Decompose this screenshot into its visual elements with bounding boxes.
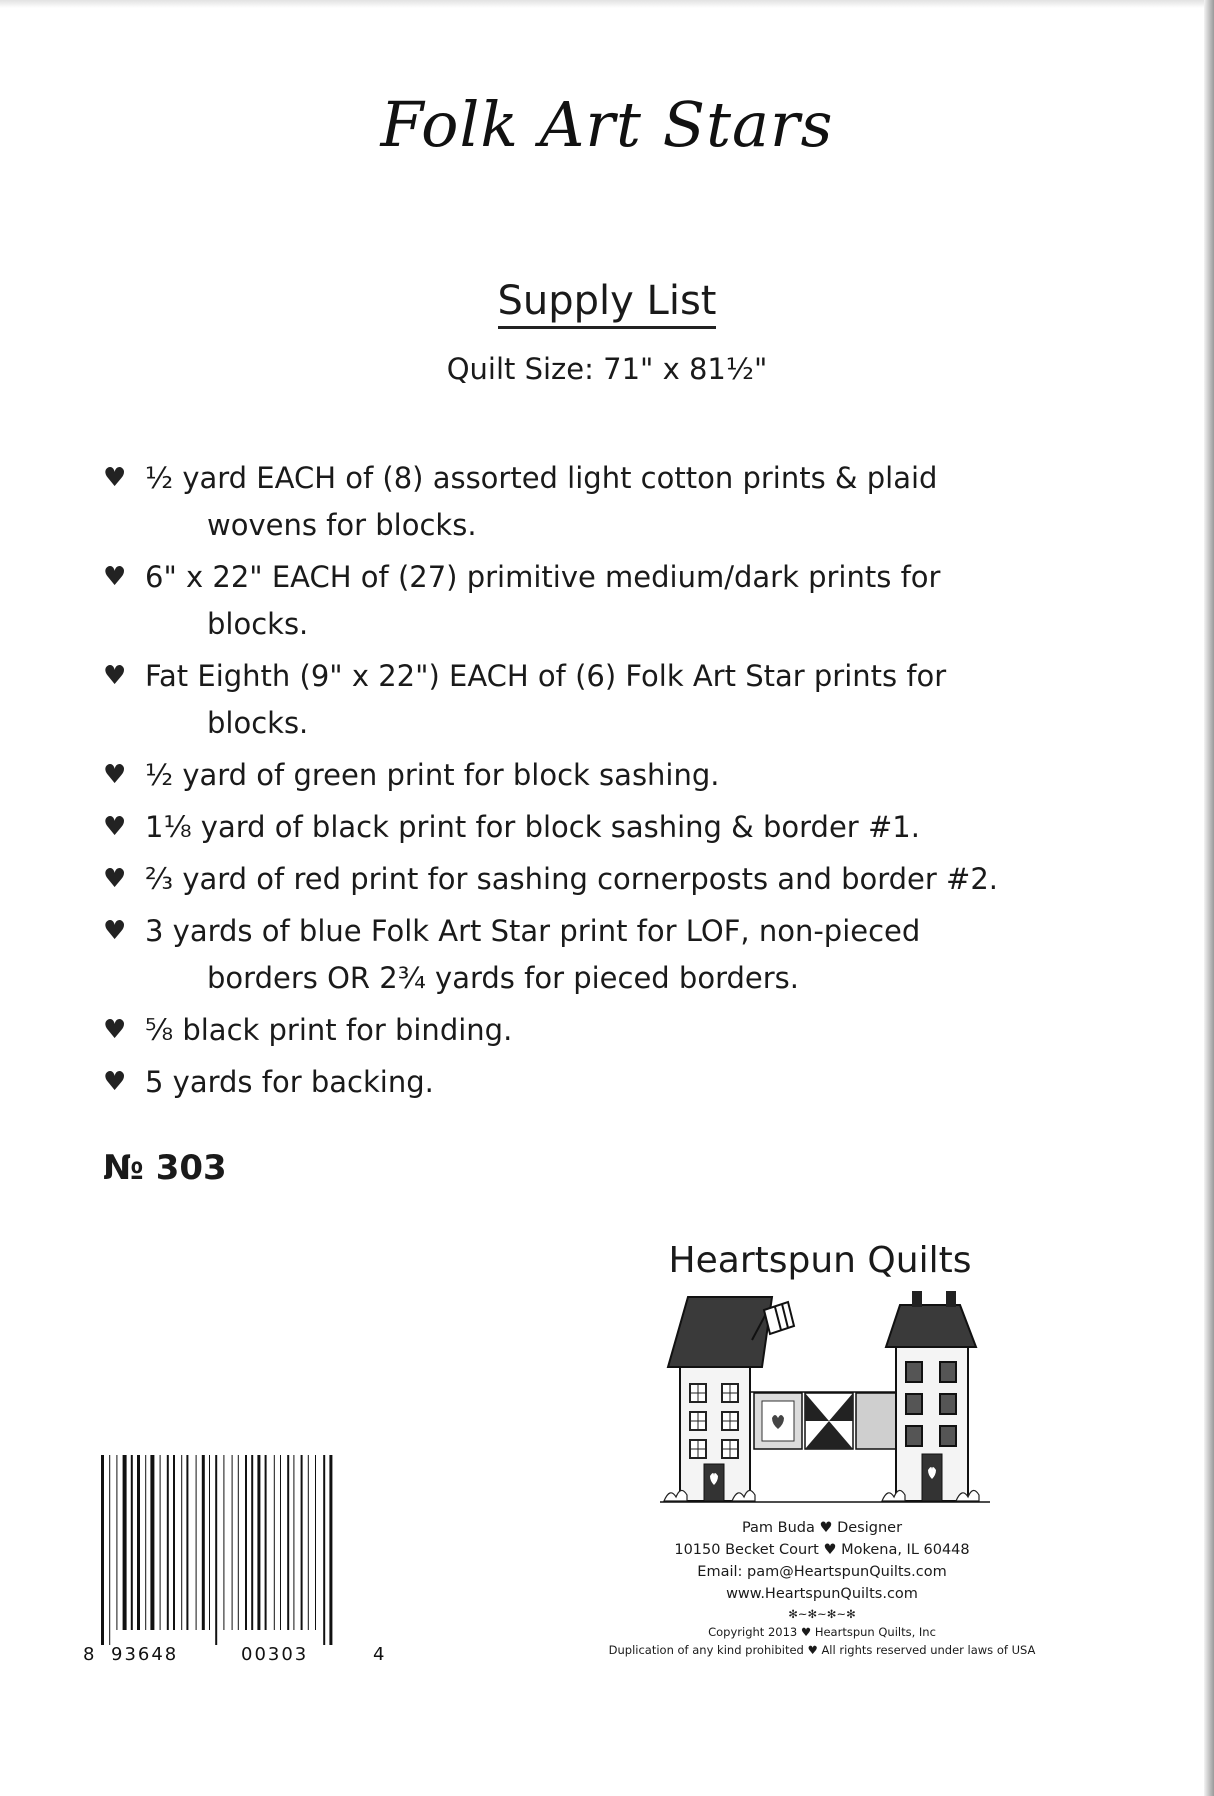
heart-bullet-icon: ♥ xyxy=(103,562,127,592)
barcode-bar xyxy=(150,1455,154,1630)
supply-list xyxy=(103,455,1113,1111)
website-line: www.HeartspunQuilts.com xyxy=(726,1586,918,1602)
barcode-bar xyxy=(329,1455,332,1645)
supply-item-text: 6" x 22" EACH of (27) primitive medium/dark prints for xyxy=(145,560,941,594)
designer-line: Pam Buda ♥ Designer xyxy=(741,1520,903,1536)
scan-right-edge xyxy=(1204,0,1214,1796)
heart-bullet-icon: ♥ xyxy=(103,1067,127,1097)
barcode xyxy=(83,1455,393,1669)
barcode-bar xyxy=(131,1455,133,1630)
barcode-bar xyxy=(160,1455,161,1630)
company-info xyxy=(598,1517,1046,1659)
supply-item-continuation: borders OR 2¾ yards for pieced borders. xyxy=(207,961,799,995)
barcode-right-digits: 00303 xyxy=(241,1644,309,1665)
copyright-line: Copyright 2013 ♥ Heartspun Quilts, Inc xyxy=(708,1625,936,1639)
barcode-bar xyxy=(173,1455,175,1630)
supply-item-text: ⅝ black print for binding. xyxy=(145,1013,513,1047)
email-line: Email: pam@HeartspunQuilts.com xyxy=(697,1564,947,1580)
supply-item-continuation: blocks. xyxy=(207,607,309,641)
supply-item-continuation: wovens for blocks. xyxy=(207,508,477,542)
barcode-bar xyxy=(257,1455,260,1630)
supply-item xyxy=(103,804,1113,851)
supply-item xyxy=(103,752,1113,799)
heart-bullet-icon: ♥ xyxy=(103,760,127,790)
supply-item-continuation: blocks. xyxy=(207,706,309,740)
barcode-bar xyxy=(145,1455,146,1630)
supply-item xyxy=(103,1007,1113,1054)
supply-item-text: 5 yards for backing. xyxy=(145,1065,434,1099)
barcode-lead-digit: 8 xyxy=(83,1644,95,1665)
barcode-bar xyxy=(181,1455,182,1630)
barcode-left-digits: 93648 xyxy=(111,1644,179,1665)
supply-item-text: ½ yard EACH of (8) assorted light cotton prints & plaid xyxy=(145,461,938,495)
heart-bullet-icon: ♥ xyxy=(103,1015,127,1045)
barcode-bar xyxy=(223,1455,224,1630)
supply-item-text: 1⅛ yard of black print for block sashing & border #1. xyxy=(145,810,920,844)
barcode-bar xyxy=(308,1455,309,1630)
barcode-check-digit: 4 xyxy=(373,1644,385,1665)
barcode-bar xyxy=(209,1455,210,1630)
barcode-bar xyxy=(251,1455,253,1630)
supply-list-heading-text: Supply List xyxy=(498,278,717,329)
barcode-bar xyxy=(265,1455,267,1630)
rights-line: Duplication of any kind prohibited ♥ All rights reserved under laws of USA xyxy=(608,1643,1036,1657)
barcode-bar xyxy=(167,1455,169,1630)
heart-bullet-icon: ♥ xyxy=(103,661,127,691)
barcode-bar xyxy=(232,1455,233,1630)
company-name: Heartspun Quilts xyxy=(668,1240,972,1281)
barcode-bar xyxy=(109,1455,110,1645)
supply-item xyxy=(103,1059,1113,1106)
barcode-bar xyxy=(196,1455,197,1630)
heart-bullet-icon: ♥ xyxy=(103,812,127,842)
barcode-bar xyxy=(274,1455,275,1630)
barcode-bars xyxy=(101,1455,332,1645)
barcode-bar xyxy=(202,1455,205,1630)
barcode-bar xyxy=(215,1455,217,1645)
barcode-bar xyxy=(293,1455,294,1630)
supply-item xyxy=(103,908,1113,1002)
pattern-title: Folk Art Stars xyxy=(380,88,834,161)
supply-item xyxy=(103,856,1113,903)
supply-item-text: 3 yards of blue Folk Art Star print for LOF, non-pieced xyxy=(145,914,921,948)
barcode-bar xyxy=(101,1455,104,1645)
barcode-bar xyxy=(301,1455,303,1630)
barcode-bar xyxy=(137,1455,140,1630)
barcode-bar xyxy=(186,1455,188,1630)
supply-item-text: ⅔ yard of red print for sashing cornerposts and border #2. xyxy=(145,862,999,896)
supply-list-heading xyxy=(0,278,1214,324)
quilt-size: Quilt Size: 71" x 81½" xyxy=(446,352,768,386)
supply-item xyxy=(103,554,1113,648)
supply-item xyxy=(103,455,1113,549)
heart-bullet-icon: ♥ xyxy=(103,463,127,493)
barcode-bar xyxy=(280,1455,281,1630)
supply-item-text: ½ yard of green print for block sashing. xyxy=(145,758,720,792)
supply-item-text: Fat Eighth (9" x 22") EACH of (6) Folk Art Star prints for xyxy=(145,659,947,693)
barcode-bar xyxy=(315,1455,316,1630)
barcode-bar xyxy=(287,1455,289,1630)
barcode-bar xyxy=(116,1455,117,1630)
heart-bullet-icon: ♥ xyxy=(103,864,127,894)
heart-bullet-icon: ♥ xyxy=(103,916,127,946)
decorative-divider: ✻~✻~✻~✻ xyxy=(788,1607,856,1621)
supply-item xyxy=(103,653,1113,747)
address-line: 10150 Becket Court ♥ Mokena, IL 60448 xyxy=(674,1542,970,1558)
barcode-bar xyxy=(238,1455,239,1630)
barcode-bar xyxy=(245,1455,247,1630)
barcode-bar xyxy=(123,1455,127,1630)
pattern-number: № 303 xyxy=(103,1148,227,1188)
barcode-bar xyxy=(323,1455,325,1645)
scan-top-edge xyxy=(0,0,1214,8)
two-houses-with-quilt-line-icon xyxy=(660,1290,990,1514)
